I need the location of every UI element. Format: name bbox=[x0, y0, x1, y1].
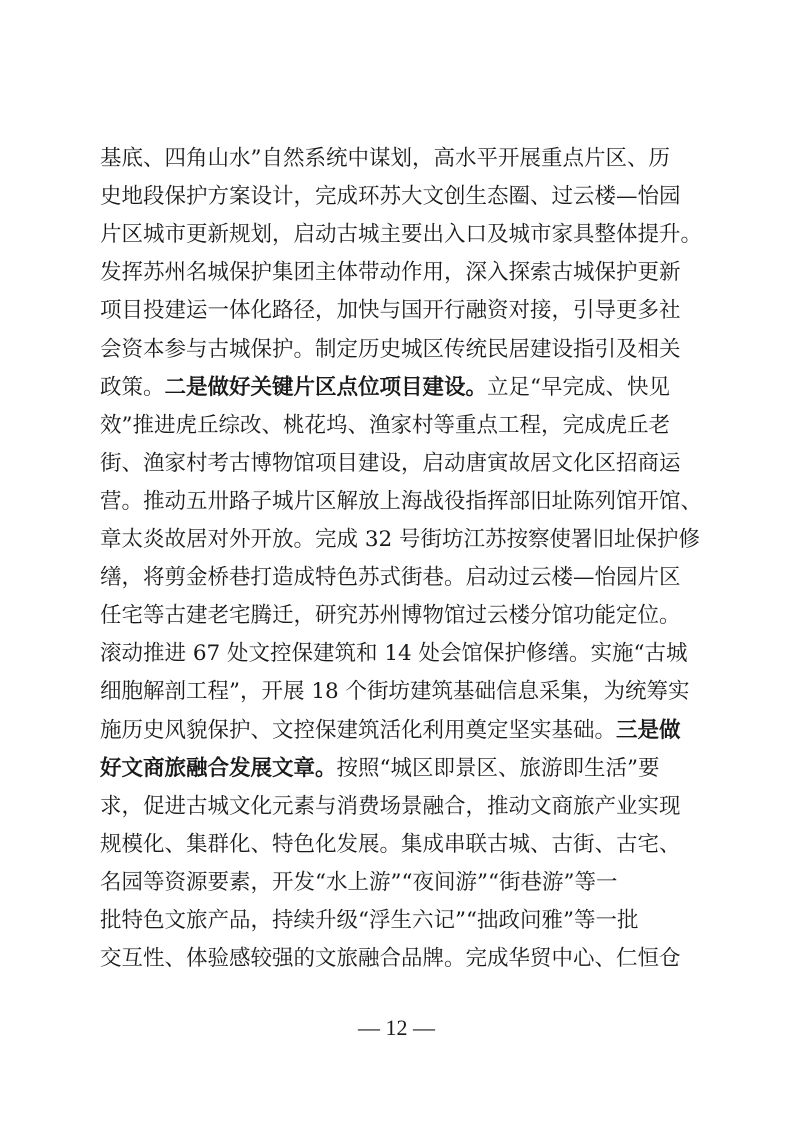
text-line bbox=[100, 445, 706, 483]
text-line bbox=[100, 940, 706, 978]
text-line bbox=[100, 140, 706, 178]
text-line bbox=[100, 597, 706, 635]
text-segment: 批特色文旅产品，持续升级“浮生六记”“拙政问雅”等一批 bbox=[100, 908, 639, 933]
text-segment: 史地段保护方案设计，完成环苏大文创生态圈、过云楼—怡园 bbox=[100, 184, 681, 210]
text-segment: 效”推进虎丘综改、桃花坞、渔家村等重点工程，完成虎丘老 bbox=[100, 412, 670, 438]
text-segment: 街、渔家村考古博物馆项目建设，启动唐寅故居文化区招商运 bbox=[100, 450, 681, 476]
text-segment: 片区城市更新规划，启动古城主要出入口及城市家具整体提升。 bbox=[100, 222, 703, 248]
text-line bbox=[100, 788, 706, 826]
text-segment: 求，促进古城文化元素与消费场景融合，推动文商旅产业实现 bbox=[100, 793, 681, 819]
text-line bbox=[100, 216, 706, 254]
text-line bbox=[100, 635, 706, 673]
text-line bbox=[100, 750, 706, 788]
text-segment: 基底、四角山水”自然系统中谋划，高水平开展重点片区、历 bbox=[100, 146, 670, 171]
text-segment: 规模化、集群化、特色化发展。集成串联古城、古街、古宅、 bbox=[100, 831, 681, 857]
bold-heading-text: 三是做 bbox=[616, 717, 681, 743]
text-segment: 发挥苏州名城保护集团主体带动作用，深入探索古城保护更新 bbox=[100, 260, 681, 286]
text-line bbox=[100, 559, 706, 597]
text-line bbox=[100, 292, 706, 330]
text-segment: 章太炎故居对外开放。完成 32 号街坊江苏按察使署旧址保护修 bbox=[100, 527, 701, 552]
text-segment: 任宅等古建老宅腾迁，研究苏州博物馆过云楼分馆功能定位。 bbox=[100, 603, 681, 629]
text-segment: 滚动推进 67 处文控保建筑和 14 处会馆保护修缮。实施“古城 bbox=[100, 641, 688, 667]
text-line bbox=[100, 178, 706, 216]
text-segment: 立足“早完成、快见 bbox=[487, 374, 671, 400]
text-line bbox=[100, 864, 706, 902]
text-segment: 缮，将剪金桥巷打造成特色苏式街巷。启动过云楼—怡园片区 bbox=[100, 565, 681, 591]
text-line bbox=[100, 712, 706, 750]
text-segment: 施历史风貌保护、文控保建筑活化利用奠定坚实基础。 bbox=[100, 717, 617, 743]
text-line bbox=[100, 826, 706, 864]
text-line bbox=[100, 369, 706, 407]
text-segment: 营。推动五卅路子城片区解放上海战役指挥部旧址陈列馆开馆、 bbox=[100, 488, 703, 514]
page-number: — 12 — bbox=[358, 1015, 435, 1040]
bold-heading-text: 好文商旅融合发展文章。 bbox=[100, 755, 337, 781]
text-line bbox=[100, 331, 706, 369]
text-line bbox=[100, 483, 706, 521]
text-segment: 会资本参与古城保护。制定历史城区传统民居建设指引及相关 bbox=[100, 336, 681, 362]
text-segment: 细胞解剖工程”，开展 18 个街坊建筑基础信息采集，为统筹实 bbox=[100, 679, 690, 705]
text-line bbox=[100, 407, 706, 445]
text-line bbox=[100, 521, 706, 559]
text-segment: 政策。 bbox=[100, 374, 165, 400]
text-line bbox=[100, 902, 706, 940]
text-segment: 按照“城区即景区、旅游即生活”要 bbox=[336, 755, 660, 781]
text-line bbox=[100, 254, 706, 292]
bold-heading-text: 二是做好关键片区点位项目建设。 bbox=[164, 374, 488, 400]
text-segment: 交互性、体验感较强的文旅融合品牌。完成华贸中心、仁恒仓 bbox=[100, 946, 681, 972]
text-line bbox=[100, 673, 706, 711]
text-segment: 名园等资源要素，开发“水上游”“夜间游”“街巷游”等一 bbox=[100, 869, 618, 895]
text-segment: 项目投建运一体化路径，加快与国开行融资对接，引导更多社 bbox=[100, 298, 681, 324]
